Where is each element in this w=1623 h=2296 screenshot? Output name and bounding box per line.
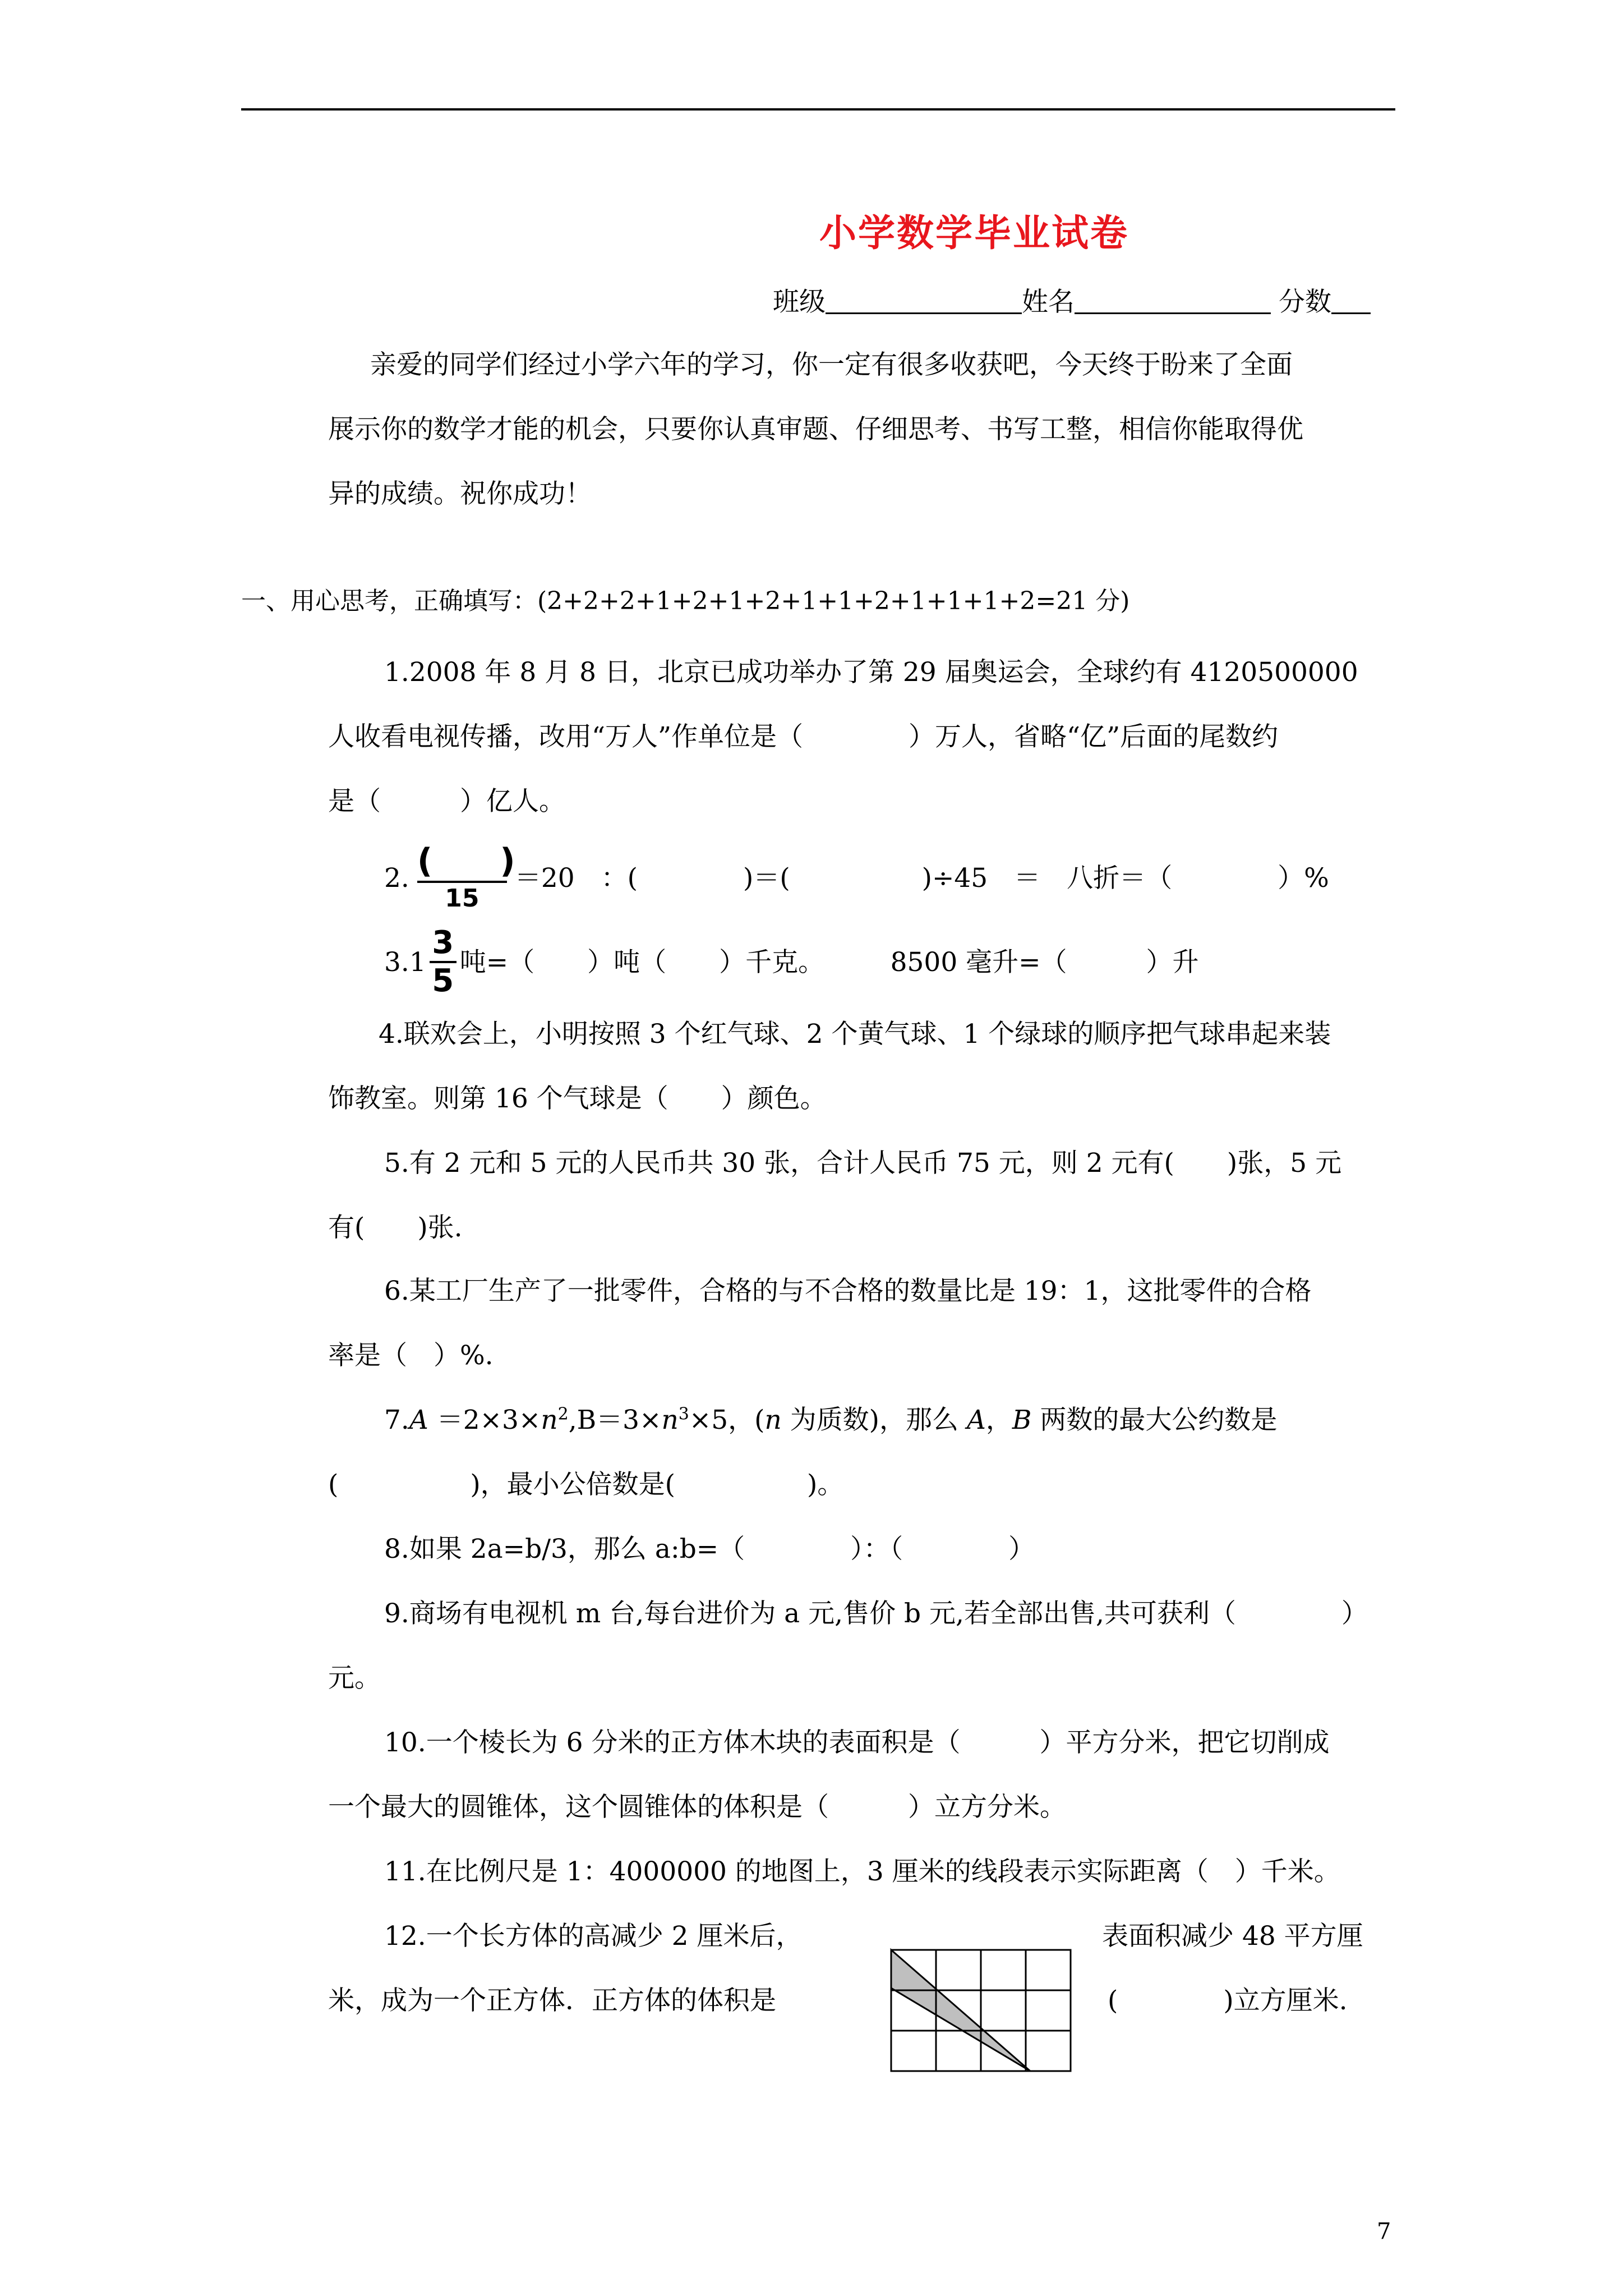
q11: 11.在比例尺是 1：4000000 的地图上，3 厘米的线段表示实际距离（ ）千米。 [384, 1856, 1340, 1887]
q3 [384, 920, 1199, 1004]
q6-line-1: 6.某工厂生产了一批零件，合格的与不合格的数量比是 19：1，这批零件的合格 [384, 1276, 1312, 1306]
q10-line-2: 一个最大的圆锥体，这个圆锥体的体积是（ ）立方分米。 [328, 1792, 1066, 1823]
name-field[interactable] [1075, 290, 1271, 314]
score-label: 分数 [1279, 287, 1331, 318]
intro-line-2: 展示你的数学才能的机会，只要你认真审题、仔细思考、书写工整，相信你能取得优 [328, 414, 1303, 445]
q7-text-b: ＝2×3× [428, 1405, 541, 1435]
q8: 8.如果 2a=b/3，那么 a:b=（ ）：（ ） [384, 1534, 1035, 1565]
q2-frac-num: ( ) [417, 841, 515, 881]
grid-figure-lines [891, 1950, 1071, 2071]
q7-var-b: B [1012, 1405, 1032, 1435]
q5-line-1: 5.有 2 元和 5 元的人民币共 30 张，合计人民币 75 元，则 2 元有( )张，5 元 [384, 1148, 1342, 1179]
score-field[interactable] [1331, 290, 1371, 314]
q6-line-2: 率是（ ）%. [328, 1340, 494, 1371]
q12-line-1b: 表面积减少 48 平方厘 [1102, 1921, 1363, 1952]
class-field[interactable] [826, 290, 1022, 314]
q9-line-1: 9.商场有电视机 m 台,每台进价为 a 元,售价 b 元,若全部出售,共可获利（ ） [384, 1598, 1368, 1629]
q3-frac-den: 5 [432, 963, 454, 999]
page-title: 小学数学毕业试卷 [819, 211, 1129, 255]
q7-line-1 [384, 1404, 1278, 1435]
section-1-heading: 一、用心思考，正确填写：(2+2+2+1+2+1+2+1+1+2+1+1+1+2=21 分) [241, 587, 1130, 615]
name-label: 姓名 [1022, 287, 1075, 318]
q7-text-a: 7. [384, 1405, 409, 1435]
q3-frac-num: 3 [432, 924, 454, 961]
q2-frac-den: 15 [445, 884, 479, 913]
header-rule [241, 108, 1395, 111]
q7-text-c: ,B＝3× [568, 1405, 662, 1435]
q7-exp-2: 3 [678, 1404, 689, 1424]
q7-line-2: ( )，最小公倍数是( )。 [328, 1469, 844, 1500]
q3-fraction [430, 925, 457, 999]
q2-rest: ＝20 ：( )＝( )÷45 ＝ 八折＝（ ）% [514, 862, 1329, 894]
q7-var-n: n [541, 1405, 558, 1435]
q12-line-2a: 米，成为一个正方体．正方体的体积是 [328, 1985, 776, 2016]
student-info-row [773, 287, 1371, 318]
q3-prefix: 3.1 [384, 946, 426, 978]
q2-fraction [417, 841, 515, 914]
q2 [384, 836, 1329, 920]
q9-line-2: 元。 [328, 1663, 381, 1694]
intro-line-3: 异的成绩。祝你成功！ [328, 478, 592, 509]
q12-line-1a: 12.一个长方体的高减少 2 厘米后， [384, 1921, 803, 1952]
q5-line-2: 有( )张. [328, 1212, 463, 1243]
class-label: 班级 [773, 287, 826, 318]
q7-var-a: A [966, 1405, 986, 1435]
q3-rest: 吨=（ ）吨（ ）千克。 8500 毫升=（ ）升 [459, 946, 1199, 978]
q1-line-1: 1.2008 年 8 月 8 日，北京已成功举办了第 29 届奥运会，全球约有 4120500000 [384, 657, 1358, 688]
page-number: 7 [1377, 2219, 1391, 2244]
intro-line-1: 亲爱的同学们经过小学六年的学习，你一定有很多收获吧，今天终于盼来了全面 [370, 349, 1293, 380]
q7-text-f: ， [985, 1405, 1012, 1435]
q10-line-1: 10.一个棱长为 6 分米的正方体木块的表面积是（ ）平方分米，把它切削成 [384, 1727, 1330, 1758]
q7-var-n: n [764, 1405, 782, 1435]
q1-line-2: 人收看电视传播，改用“万人”作单位是（ ）万人，省略“亿”后面的尾数约 [328, 721, 1279, 752]
grid-figure [888, 1947, 1074, 2074]
q2-prefix: 2. [384, 862, 409, 894]
q7-exp-1: 2 [557, 1404, 569, 1424]
q7-var-a: A [409, 1405, 428, 1435]
q7-text-e: 为质数)，那么 [781, 1405, 967, 1435]
q12-line-2b: ( )立方厘米. [1108, 1985, 1348, 2016]
q7-text-g: 两数的最大公约数是 [1031, 1405, 1278, 1435]
q4-line-1: 4.联欢会上，小明按照 3 个红气球、2 个黄气球、1 个绿球的顺序把气球串起来装 [379, 1019, 1331, 1050]
q7-text-d: ×5，( [689, 1405, 765, 1435]
q1-line-3: 是（ ）亿人。 [328, 786, 565, 817]
q4-line-2: 饰教室。则第 16 个气球是（ ）颜色。 [328, 1083, 827, 1114]
grid-figure-triangle [891, 1950, 1030, 2071]
q7-var-n: n [661, 1405, 679, 1435]
